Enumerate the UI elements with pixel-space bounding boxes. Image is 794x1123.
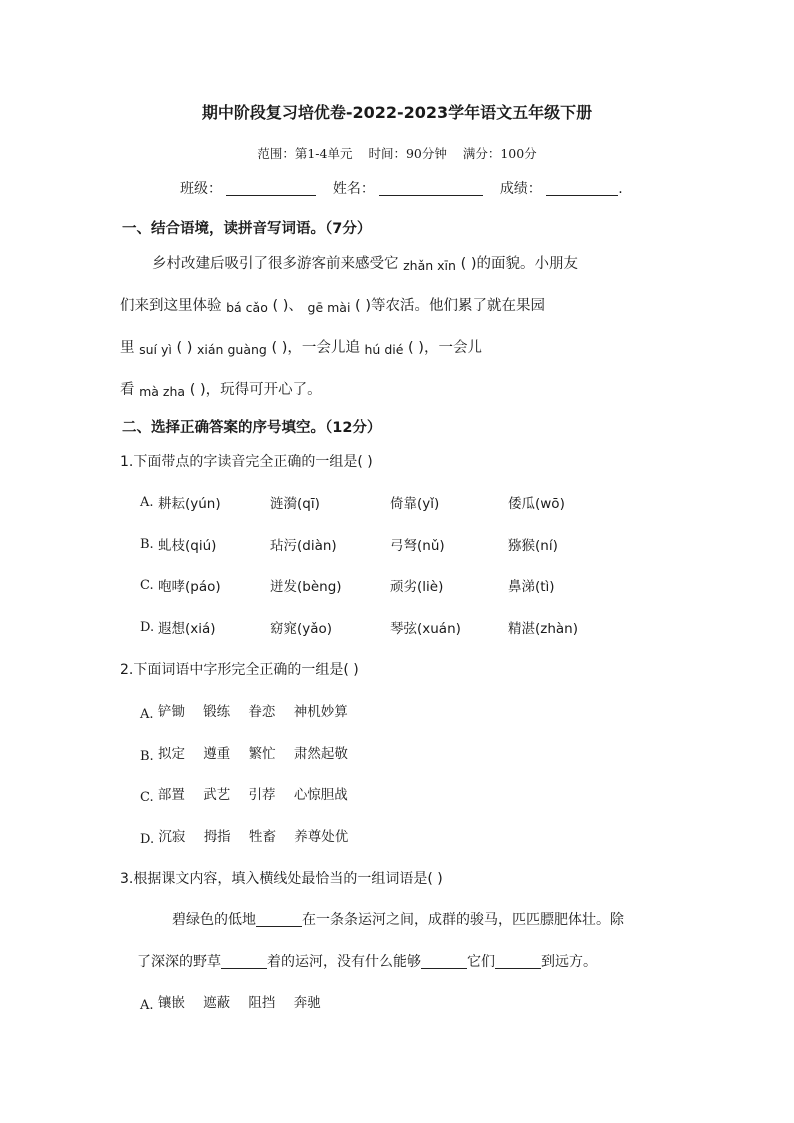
- q2-option-a[interactable]: A. 铲锄 锻练 眷恋 神机妙算: [140, 704, 348, 722]
- section1-line3: 里 suí yì ( ) xián guàng ( )，一会儿追 hú dié ( )，一会儿: [120, 340, 482, 357]
- q2-option-b[interactable]: B. 拟定 遵重 繁忙 肃然起敬: [140, 746, 348, 764]
- fill-blank[interactable]: [256, 912, 302, 927]
- class-label: 班级：: [180, 181, 222, 197]
- pinyin: suí yì: [139, 342, 172, 357]
- fill-blank[interactable]: [495, 954, 541, 969]
- answer-blank[interactable]: ( )，一会儿: [408, 340, 482, 356]
- exam-range: 范围：第1-4单元: [257, 146, 353, 161]
- grade-label: 成绩：: [499, 181, 542, 197]
- pinyin: gē mài: [307, 300, 351, 315]
- section1-line4: 看 mà zha ( )，玩得可开心了。: [120, 382, 322, 399]
- q2-option-c[interactable]: C. 部置 武艺 引荐 心惊胆战: [140, 787, 348, 805]
- page-title: 期中阶段复习培优卷-2022-2023学年语文五年级下册: [201, 103, 593, 122]
- section1-line2: 们来到这里体验 bá cǎo ( )、 gē mài ( )等农活。他们累了就在果园: [120, 298, 545, 315]
- question-3-stem: 3.根据课文内容，填入横线处最恰当的一组词语是( ): [120, 871, 443, 887]
- pinyin: xián guàng: [197, 342, 267, 357]
- q3-option-a[interactable]: A. 镶嵌 遮蔽 阻挡 奔驰: [140, 995, 321, 1013]
- q3-text-line2: 了深深的野草 着的运河，没有什么能够 它们 到远方。: [137, 954, 597, 970]
- grade-field[interactable]: [546, 181, 618, 196]
- question-1-stem: 1.下面带点的字读音完全正确的一组是( ): [120, 454, 373, 470]
- exam-meta: [0, 144, 794, 162]
- fill-blank[interactable]: [421, 954, 467, 969]
- answer-blank[interactable]: ( )的面貌。小朋友: [460, 256, 578, 272]
- name-label: 姓名：: [332, 181, 375, 197]
- pinyin: zhǎn xīn: [403, 258, 456, 273]
- q1-option-b[interactable]: B. 虬枝(qiú) 玷污(diàn) 弓弩(nǔ) 猕猴(ní): [140, 537, 558, 554]
- pinyin: mà zha: [139, 384, 186, 399]
- fill-blank[interactable]: [221, 954, 267, 969]
- answer-blank[interactable]: ( )，玩得可开心了。: [189, 382, 322, 398]
- q1-option-c[interactable]: C. 咆哮(páo) 迸发(bèng) 顽劣(liè) 鼻涕(tì): [140, 578, 555, 595]
- exam-full-score: 满分：100分: [462, 146, 537, 161]
- section2-heading: 二、选择正确答案的序号填空。（12分）: [122, 420, 382, 436]
- q3-text-line1: 碧绿色的低地 在一条条运河之间，成群的骏马，匹匹膘肥体壮。除: [172, 912, 624, 928]
- class-field[interactable]: [226, 181, 316, 196]
- answer-blank[interactable]: ( )，一会儿追: [271, 340, 360, 356]
- answer-blank[interactable]: ( )、: [272, 298, 303, 314]
- row-end-dot: .: [618, 181, 623, 197]
- name-field[interactable]: [379, 181, 483, 196]
- q1-option-a[interactable]: A. 耕耘(yún) 涟漪(qī) 倚靠(yǐ) 倭瓜(wō): [140, 495, 565, 512]
- answer-blank[interactable]: ( ): [176, 340, 193, 356]
- student-info-row: [180, 178, 623, 198]
- section1-heading: 一、结合语境，读拼音写词语。（7分）: [122, 221, 372, 237]
- question-2-stem: 2.下面词语中字形完全正确的一组是( ): [120, 662, 359, 678]
- answer-blank[interactable]: ( )等农活。他们累了就在果园: [355, 298, 545, 314]
- q2-option-d[interactable]: D. 沉寂 拇指 牲畜 养尊处优: [140, 829, 349, 847]
- pinyin: hú dié: [364, 342, 404, 357]
- section1-line1: 乡村改建后吸引了很多游客前来感受它 zhǎn xīn ( )的面貌。小朋友: [152, 256, 578, 273]
- exam-time: 时间：90分钟: [368, 146, 447, 161]
- q1-option-d[interactable]: D. 遐想(xiá) 窈窕(yǎo) 琴弦(xuán) 精湛(zhàn): [140, 620, 579, 637]
- pinyin: bá cǎo: [226, 300, 268, 315]
